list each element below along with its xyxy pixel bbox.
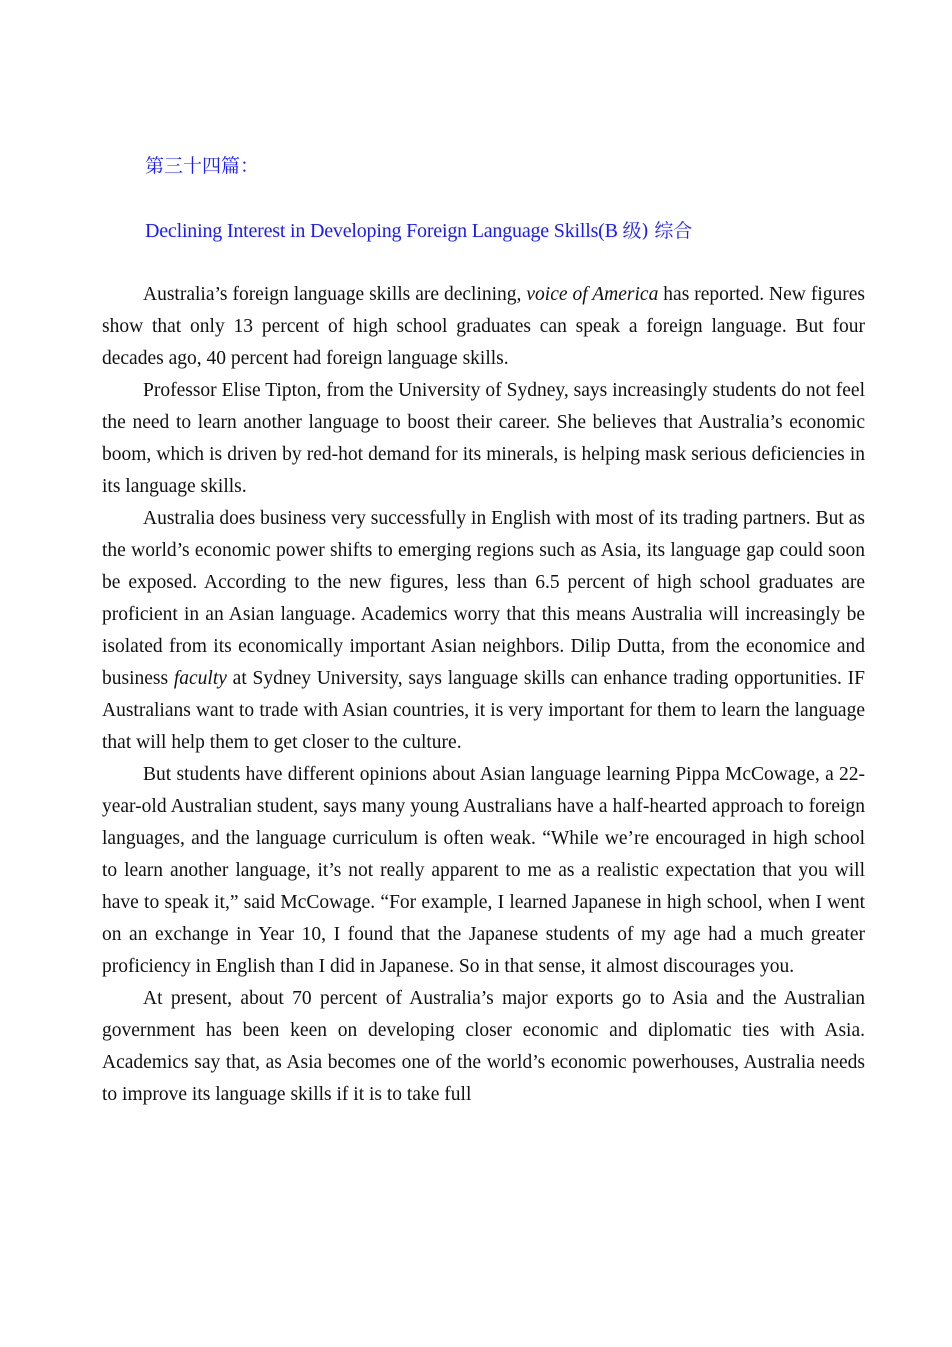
paragraph-2: Professor Elise Tipton, from the University of Sydney, says increasingly students do not feel the need to learn another language to boost their career. She believes that Australia’s economic boom, which is driven by red-hot demand for its minerals, is helping mask serious deficiencies in its language skills. bbox=[102, 380, 865, 497]
section-label: 第三十四篇： bbox=[145, 155, 260, 177]
paragraph-5: At present, about 70 percent of Australia’s major exports go to Asia and the Australian government has been keen on developing closer economic and diplomatic ties with Asia. Academics say that, as Asia becomes one of the world’s economic powerhouses, Australia needs to improve its language skills if it is to take full bbox=[102, 988, 865, 1105]
paragraph-3-text-b: at Sydney University, says language skills can enhance trading opportunities. IF Australians want to trade with Asian countries, it is very important for them to learn the language that will help them to get closer to the culture. bbox=[102, 668, 866, 753]
article-body bbox=[102, 279, 865, 1111]
paragraph-1-text-b: has reported. New figures show that only 13 percent of high school graduates can speak a foreign language. But four decades ago, 40 percent had foreign language skills. bbox=[102, 284, 865, 369]
paragraph-3-text-a: Australia does business very successfully in English with most of its trading partners. But as the world’s economic power shifts to emerging regions such as Asia, its language gap could soon be exposed. According to the new figures, less than 6.5 percent of high school graduates are proficient in an Asian language. Academics worry that this means Australia will increasingly be isolated from its economically important Asian neighbors. Dilip Dutta, from the economice and business bbox=[102, 508, 865, 689]
paragraph-1 bbox=[102, 279, 865, 375]
paragraph-1-italic: voice of America bbox=[526, 284, 659, 305]
article-title bbox=[145, 216, 692, 246]
paragraph-3-italic: faculty bbox=[173, 668, 227, 689]
paragraph-1-text-a: Australia’s foreign language skills are declining, bbox=[143, 284, 527, 305]
article-title-level: 级) 综合 bbox=[622, 220, 692, 242]
article-title-main: Declining Interest in Developing Foreign Language Skills(B bbox=[145, 220, 623, 242]
paragraph-4: But students have different opinions about Asian language learning Pippa McCowage, a 22-year-old Australian student, says many young Australians have a half-hearted approach to foreign languages, and the language curriculum is often weak. “While we’re encouraged in high school to learn another language, it’s not really apparent to me as a realistic expectation that you will have to speak it,” said McCowage. “For example, I learned Japanese in high school, when I went on an exchange in Year 10, I found that the Japanese students of my age had a much greater proficiency in English than I did in Japanese. So in that sense, it almost discourages you. bbox=[102, 764, 865, 977]
paragraph-3 bbox=[102, 503, 865, 759]
